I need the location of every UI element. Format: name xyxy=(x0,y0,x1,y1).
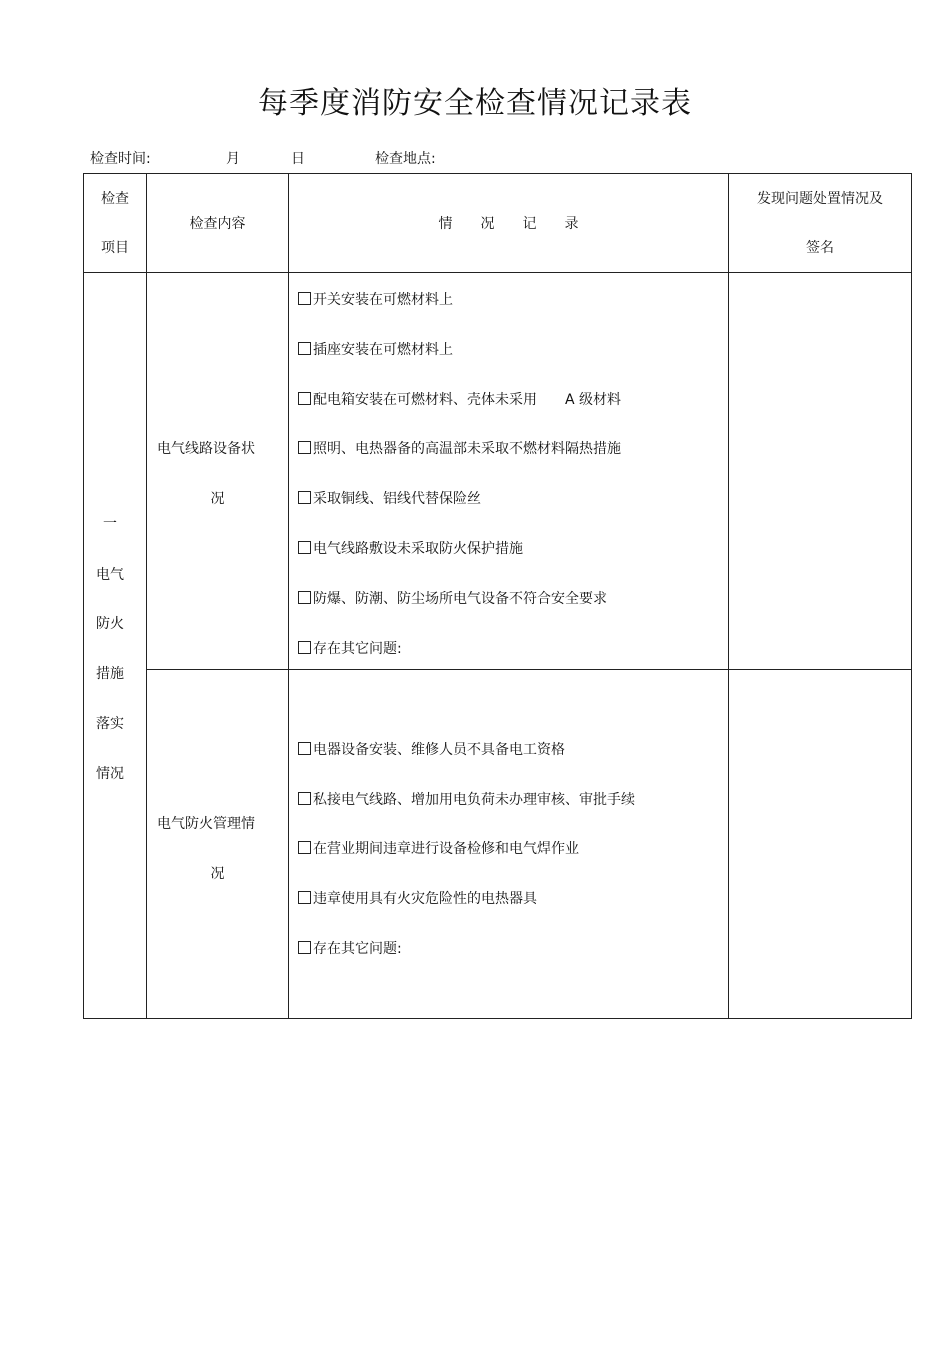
header-item-line2: 项目 xyxy=(101,240,129,256)
checkbox-icon[interactable] xyxy=(298,541,311,554)
header-handling-line2: 签名 xyxy=(806,240,834,256)
header-content: 检查内容 xyxy=(189,216,246,232)
checklist-item[interactable] xyxy=(298,438,621,458)
checklist-item[interactable] xyxy=(298,289,453,309)
table-right-border xyxy=(911,173,912,1019)
checklist-item[interactable] xyxy=(298,739,565,759)
checklist-item-label: 照明、电热器备的高温部未采取不燃材料隔热措施 xyxy=(313,441,621,457)
header-handling-line1: 发现问题处置情况及 xyxy=(757,191,883,207)
checklist-item[interactable] xyxy=(298,339,453,359)
checklist-item[interactable] xyxy=(298,488,481,508)
checkbox-icon[interactable] xyxy=(298,491,311,504)
table-top-border xyxy=(83,173,912,174)
document-title: 每季度消防安全检查情况记录表 xyxy=(258,86,692,121)
checklist-item[interactable] xyxy=(298,538,523,558)
checkbox-icon[interactable] xyxy=(298,792,311,805)
checklist-item-label: 电器设备安装、维修人员不具备电工资格 xyxy=(313,742,565,758)
subsection1-content-line1: 电气线路设备状 xyxy=(157,441,255,457)
section-item-line: 防火 xyxy=(96,616,124,632)
inspection-time-label: 检查时间: xyxy=(90,151,151,167)
subsection2-content-line2: 况 xyxy=(210,866,225,882)
checkbox-icon[interactable] xyxy=(298,941,311,954)
column-divider-1 xyxy=(146,173,147,1019)
month-label: 月 xyxy=(226,151,240,167)
checkbox-icon[interactable] xyxy=(298,392,311,405)
checklist-item-label: 存在其它问题: xyxy=(313,941,402,957)
handling-cell-1[interactable] xyxy=(729,273,911,669)
checklist-item[interactable] xyxy=(298,938,402,958)
checklist-item-label: 电气线路敷设未采取防火保护措施 xyxy=(313,541,523,557)
header-record: 情 况 记 录 xyxy=(438,216,579,232)
header-item-line1: 检查 xyxy=(101,191,129,207)
checklist-item-label: 配电箱安装在可燃材料、壳体未采用 A 级材料 xyxy=(313,392,622,408)
checklist-item-label: 采取铜线、铝线代替保险丝 xyxy=(313,491,481,507)
handling-cell-2[interactable] xyxy=(729,670,911,1018)
column-divider-2 xyxy=(288,173,289,1019)
section-item-line: 一 xyxy=(103,516,117,532)
checklist-item[interactable] xyxy=(298,588,607,608)
subsection2-content-line1: 电气防火管理情 xyxy=(157,816,255,832)
day-label: 日 xyxy=(291,151,305,167)
section-item-line: 情况 xyxy=(96,766,124,782)
section-item-line: 电气 xyxy=(96,567,124,583)
checkbox-icon[interactable] xyxy=(298,891,311,904)
checklist-item-label: 防爆、防潮、防尘场所电气设备不符合安全要求 xyxy=(313,591,607,607)
checklist-item[interactable] xyxy=(298,789,635,809)
checkbox-icon[interactable] xyxy=(298,342,311,355)
checkbox-icon[interactable] xyxy=(298,641,311,654)
section-item-line: 措施 xyxy=(96,666,124,682)
subsection1-content-line2: 况 xyxy=(210,491,225,507)
inspection-place-label: 检查地点: xyxy=(375,151,436,167)
checkbox-icon[interactable] xyxy=(298,841,311,854)
checkbox-icon[interactable] xyxy=(298,591,311,604)
checklist-item-label: 存在其它问题: xyxy=(313,641,402,657)
checklist-item-label: 在营业期间违章进行设备检修和电气焊作业 xyxy=(313,841,579,857)
checklist-item-label: 开关安装在可燃材料上 xyxy=(313,292,453,308)
checklist-item[interactable] xyxy=(298,838,579,858)
checklist-item[interactable] xyxy=(298,888,537,908)
checkbox-icon[interactable] xyxy=(298,742,311,755)
checklist-item[interactable] xyxy=(298,638,402,658)
table-left-border xyxy=(83,173,84,1019)
checkbox-icon[interactable] xyxy=(298,292,311,305)
checklist-item[interactable] xyxy=(298,389,621,409)
table-bottom-border xyxy=(83,1018,912,1019)
checklist-item-label: 私接电气线路、增加用电负荷未办理审核、审批手续 xyxy=(313,792,635,808)
checkbox-icon[interactable] xyxy=(298,441,311,454)
checklist-item-label: 违章使用具有火灾危险性的电热器具 xyxy=(313,891,537,907)
section-item-line: 落实 xyxy=(96,716,124,732)
checklist-item-label: 插座安装在可燃材料上 xyxy=(313,342,453,358)
